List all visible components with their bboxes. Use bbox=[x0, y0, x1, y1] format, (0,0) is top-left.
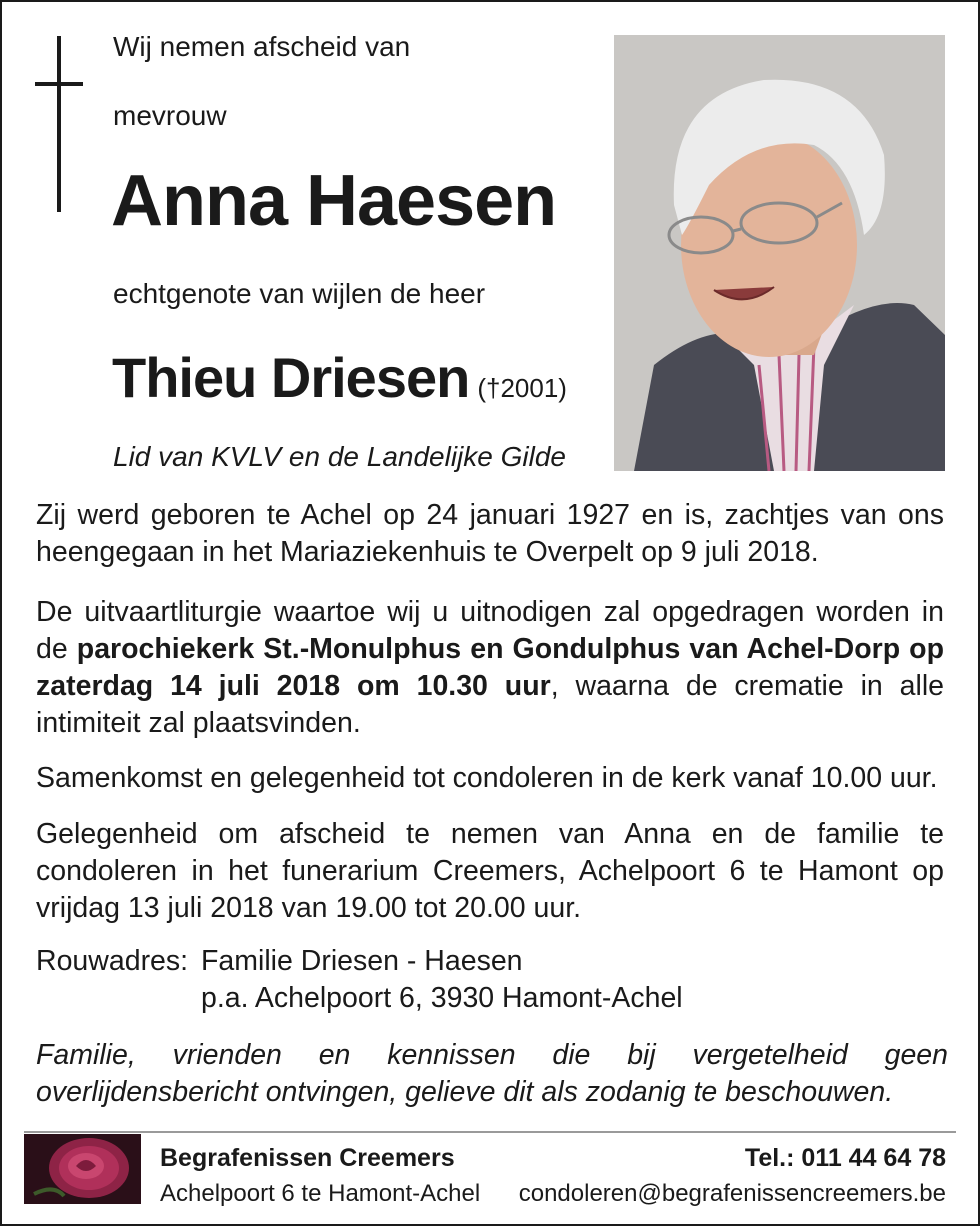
funeral-location-time: parochiekerk St.-Monulphus en Gondulphus van Achel-Dorp op zaterdag 14 juli 2018 om 10.30 uur bbox=[36, 633, 944, 702]
cross-icon-bar bbox=[35, 82, 83, 86]
address-line-1: Familie Driesen - Haesen bbox=[201, 945, 523, 977]
title-text: mevrouw bbox=[113, 100, 227, 131]
address-label: Rouwadres: bbox=[36, 945, 189, 977]
footer-divider bbox=[24, 1131, 956, 1133]
address-line-2: p.a. Achelpoort 6, 3930 Hamont-Achel bbox=[201, 982, 683, 1014]
spouse-name: Thieu Driesen bbox=[112, 346, 470, 409]
cross-icon bbox=[57, 36, 61, 212]
spouse-intro: echtgenote van wijlen de heer bbox=[113, 278, 486, 309]
gathering-paragraph: Samenkomst en gelegenheid tot condoleren in de kerk vanaf 10.00 uur. bbox=[36, 762, 938, 794]
deceased-name: Anna Haesen bbox=[111, 161, 557, 241]
phone-number[interactable]: Tel.: 011 44 64 78 bbox=[744, 1144, 946, 1172]
birth-death-paragraph: Zij werd geboren te Achel op 24 januari 1927 en is, zachtjes van ons heengegaan in het Mariaziekenhuis te Overpelt op 9 juli 2018. bbox=[36, 499, 944, 568]
email-link[interactable]: condoleren@begrafenissencreemers.be bbox=[518, 1180, 946, 1207]
funeral-text-pre: De uitvaartliturgie waartoe wij u uitnodigen zal opgedragen worden in de bbox=[36, 596, 944, 665]
funeral-text-post: , waarna de crematie in alle intimiteit zal plaatsvinden. bbox=[36, 670, 944, 739]
spouse-heading bbox=[112, 345, 567, 410]
spouse-death: (†2001) bbox=[477, 373, 567, 403]
farewell-paragraph: Gelegenheid om afscheid te nemen van Anna en de familie te condoleren in het funerarium Creemers, Achelpoort 6 te Hamont op vrijdag 13 juli 2018 van 19.00 tot 20.00 uur. bbox=[36, 818, 944, 924]
rose-icon bbox=[24, 1134, 141, 1204]
firm-address: Achelpoort 6 te Hamont-Achel bbox=[160, 1180, 481, 1207]
membership-text: Lid van KVLV en de Landelijke Gilde bbox=[113, 441, 566, 472]
intro-text: Wij nemen afscheid van bbox=[113, 31, 411, 62]
firm-name: Begrafenissen Creemers bbox=[160, 1144, 455, 1172]
funeral-paragraph bbox=[36, 594, 944, 742]
notice-text: Familie, vrienden en kennissen die bij vergetelheid geen overlijdensbericht ontvingen, gelieve dit als zodanig te beschouwen. bbox=[36, 1039, 948, 1108]
portrait-photo bbox=[614, 35, 945, 471]
